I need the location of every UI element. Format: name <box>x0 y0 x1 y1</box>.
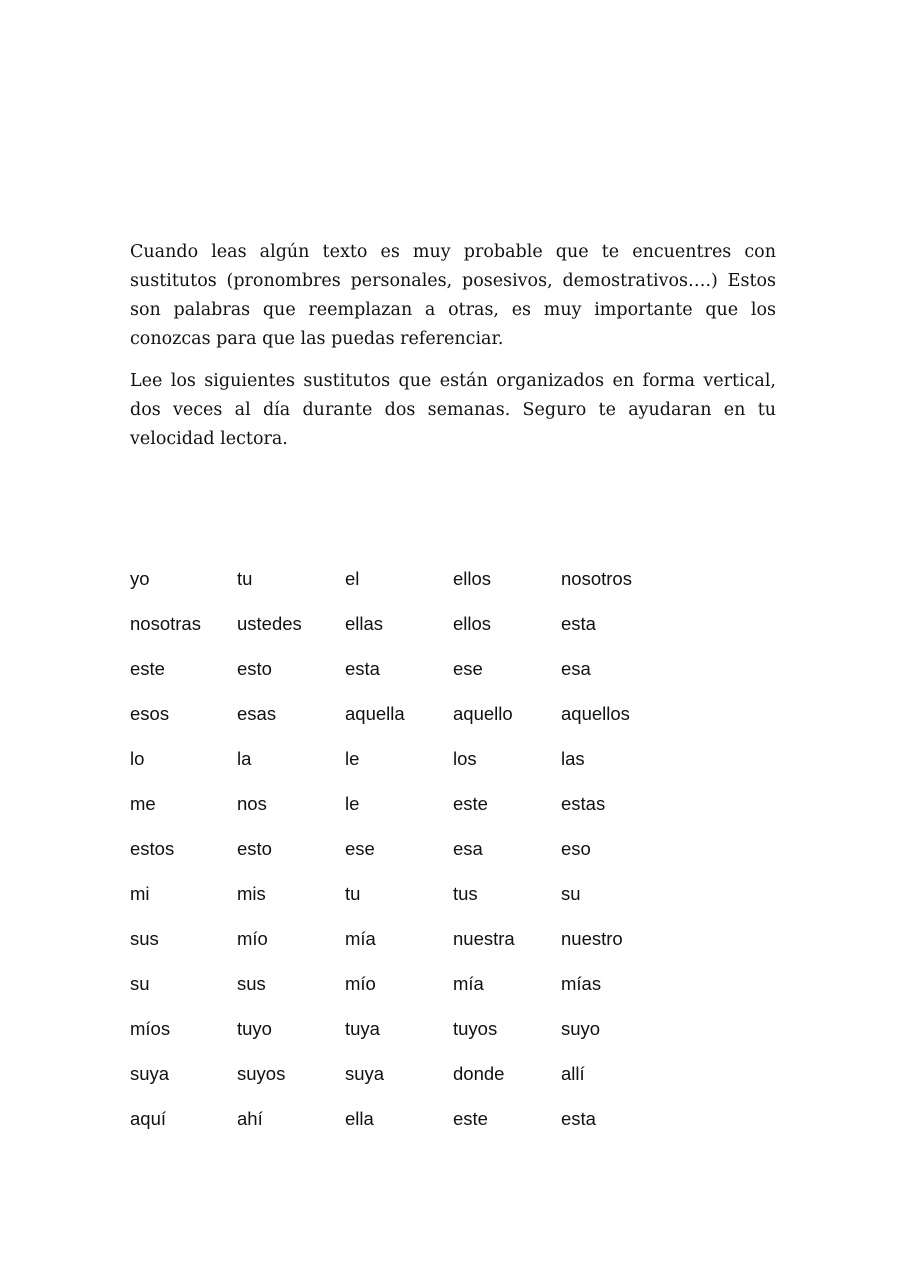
intro-paragraph-1: Cuando leas algún texto es muy probable que te encuentres con sustitutos (pronombres personales, posesivos, demostrativos….) Estos son palabras que reemplazan a otras, es muy importante que los conozcas para que las puedas referenciar. <box>130 242 776 349</box>
word-cell: donde <box>453 1062 505 1084</box>
word-cell: mío <box>237 927 268 949</box>
word-cell: nosotros <box>561 567 632 589</box>
substitutes-word-grid <box>130 556 681 1141</box>
word-cell: esta <box>345 657 380 679</box>
word-cell: esos <box>130 702 170 724</box>
word-cell: la <box>237 747 252 769</box>
word-cell: tuyo <box>237 1017 272 1039</box>
table-row <box>130 916 681 961</box>
word-cell: ese <box>345 837 375 859</box>
word-cell: sus <box>130 927 159 949</box>
word-cell: suya <box>130 1062 170 1084</box>
word-cell: nuestra <box>453 927 515 949</box>
table-row <box>130 961 681 1006</box>
word-cell: yo <box>130 567 150 589</box>
word-cell: esta <box>561 612 596 634</box>
word-cell: aquella <box>345 702 405 724</box>
table-row <box>130 1006 681 1051</box>
word-cell: mías <box>561 972 602 994</box>
word-cell: mi <box>130 882 150 904</box>
word-cell: ellas <box>345 612 384 634</box>
table-row <box>130 556 681 601</box>
table-row <box>130 781 681 826</box>
word-cell: ustedes <box>237 612 302 634</box>
word-cell: míos <box>130 1017 171 1039</box>
word-cell: su <box>561 882 581 904</box>
word-grid-body <box>130 556 681 1141</box>
word-cell: esas <box>237 702 277 724</box>
word-cell: ella <box>345 1107 374 1129</box>
word-cell: tus <box>453 882 478 904</box>
word-cell: su <box>130 972 150 994</box>
word-cell: me <box>130 792 156 814</box>
word-cell: tuya <box>345 1017 380 1039</box>
word-cell: esa <box>453 837 483 859</box>
word-cell: sus <box>237 972 266 994</box>
word-cell: tu <box>345 882 361 904</box>
table-row <box>130 646 681 691</box>
word-cell: mis <box>237 882 266 904</box>
table-row <box>130 601 681 646</box>
word-cell: le <box>345 792 360 814</box>
word-cell: este <box>453 1107 488 1129</box>
word-cell: mío <box>345 972 376 994</box>
intro-text <box>130 238 776 467</box>
word-cell: suya <box>345 1062 385 1084</box>
word-cell: esa <box>561 657 591 679</box>
word-cell: tuyos <box>453 1017 498 1039</box>
word-cell: estos <box>130 837 175 859</box>
word-cell: allí <box>561 1062 585 1084</box>
word-cell: mía <box>345 927 376 949</box>
word-cell: nosotras <box>130 612 201 634</box>
word-cell: ahí <box>237 1107 263 1129</box>
word-cell: esta <box>561 1107 596 1129</box>
word-cell: el <box>345 567 360 589</box>
word-cell: ellos <box>453 612 492 634</box>
word-cell: le <box>345 747 360 769</box>
word-cell: mía <box>453 972 484 994</box>
word-cell: esto <box>237 837 272 859</box>
table-row <box>130 1051 681 1096</box>
word-cell: nos <box>237 792 267 814</box>
word-cell: suyo <box>561 1017 601 1039</box>
word-cell: aquello <box>453 702 513 724</box>
word-cell: tu <box>237 567 253 589</box>
word-cell: los <box>453 747 477 769</box>
word-cell: estas <box>561 792 606 814</box>
word-cell: aquí <box>130 1107 167 1129</box>
table-row <box>130 871 681 916</box>
word-cell: ellos <box>453 567 492 589</box>
word-cell: aquellos <box>561 702 630 724</box>
table-row <box>130 1096 681 1141</box>
word-cell: ese <box>453 657 483 679</box>
word-cell: suyos <box>237 1062 286 1084</box>
word-cell: este <box>130 657 165 679</box>
word-cell: este <box>453 792 488 814</box>
word-cell: lo <box>130 747 145 769</box>
table-row <box>130 826 681 871</box>
table-row <box>130 691 681 736</box>
table-row <box>130 736 681 781</box>
intro-paragraph-2: Lee los siguientes sustitutos que están organizados en forma vertical, dos veces al día durante dos semanas. Seguro te ayudaran en tu velocidad lectora. <box>130 371 776 449</box>
word-cell: nuestro <box>561 927 623 949</box>
word-cell: esto <box>237 657 272 679</box>
word-cell: las <box>561 747 585 769</box>
word-cell: eso <box>561 837 591 859</box>
